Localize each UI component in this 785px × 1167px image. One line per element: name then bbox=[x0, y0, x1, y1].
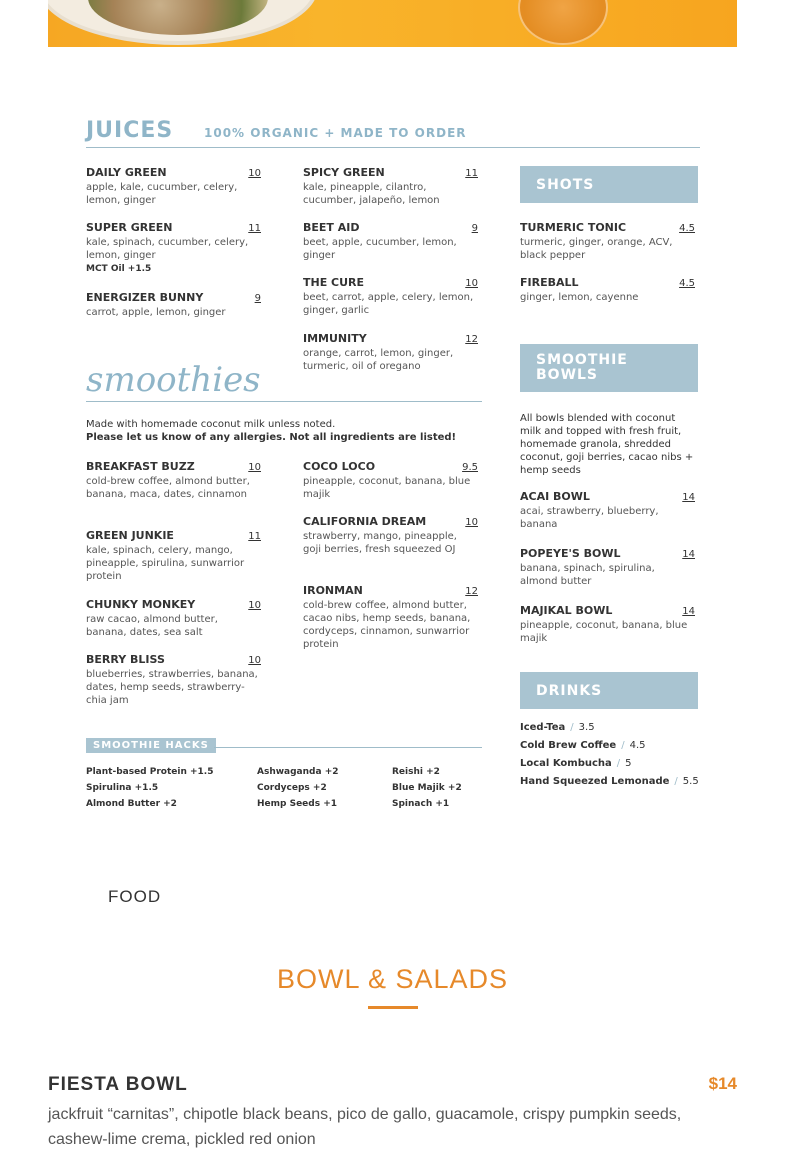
item-name: SPICY GREEN bbox=[303, 166, 385, 179]
drink-name: Hand Squeezed Lemonade bbox=[520, 776, 670, 787]
hack-item: Ashwaganda +2 bbox=[257, 767, 339, 777]
item-price: 14 bbox=[682, 492, 695, 503]
menu-item bbox=[303, 276, 478, 317]
section-underline bbox=[368, 1006, 418, 1009]
item-desc: kale, spinach, celery, mango, pineapple, spirulina, sunwarrior protein bbox=[86, 545, 245, 582]
item-name: SUPER GREEN bbox=[86, 221, 173, 234]
divider bbox=[86, 401, 482, 402]
item-name: CALIFORNIA DREAM bbox=[303, 515, 427, 528]
menu-item bbox=[86, 653, 261, 707]
dish-description: jackfruit “carnitas”, chipotle black beans, pico de gallo, guacamole, crispy pumpkin seeds, cashew-lime crema, pickled red onion bbox=[48, 1106, 682, 1148]
item-price: 10 bbox=[248, 462, 261, 473]
menu-item bbox=[86, 221, 261, 274]
smoothies-title: smoothies bbox=[86, 360, 261, 400]
item-price: 9 bbox=[471, 223, 478, 234]
item-price: 10 bbox=[248, 168, 261, 179]
item-price: 10 bbox=[465, 278, 478, 289]
shots-header: SHOTS bbox=[520, 166, 698, 203]
item-name: DAILY GREEN bbox=[86, 166, 167, 179]
hack-item: Spirulina +1.5 bbox=[86, 783, 159, 793]
item-price: 4.5 bbox=[679, 223, 695, 234]
hacks-column-1 bbox=[86, 764, 214, 812]
divider bbox=[214, 747, 482, 748]
item-name: TURMERIC TONIC bbox=[520, 221, 627, 234]
item-name: CHUNKY MONKEY bbox=[86, 598, 196, 611]
item-name: COCO LOCO bbox=[303, 460, 376, 473]
juices-subtitle: 100% ORGANIC + MADE TO ORDER bbox=[204, 126, 467, 140]
item-desc: raw cacao, almond butter, banana, dates, sea salt bbox=[86, 614, 218, 638]
item-desc: beet, carrot, apple, celery, lemon, ginger, garlic bbox=[303, 292, 474, 316]
drink-item: Iced-Tea / 3.5 bbox=[520, 722, 595, 733]
bowls-note: All bowls blended with coconut milk and topped with fresh fruit, homemade granola, shredded coconut, goji berries, cacao nibs + hemp seeds bbox=[520, 413, 694, 476]
item-desc: pineapple, coconut, banana, blue majik bbox=[520, 620, 688, 644]
item-name: IMMUNITY bbox=[303, 332, 367, 345]
item-desc: cold-brew coffee, almond butter, banana, maca, dates, cinnamon bbox=[86, 476, 250, 500]
dish-name: FIESTA BOWL bbox=[48, 1074, 188, 1095]
item-desc: strawberry, mango, pineapple, goji berries, fresh squeezed OJ bbox=[303, 531, 457, 555]
hack-item: Almond Butter +2 bbox=[86, 799, 177, 809]
menu-item bbox=[303, 166, 478, 207]
drinks-header: DRINKS bbox=[520, 672, 698, 709]
menu-item bbox=[303, 515, 478, 556]
menu-item bbox=[86, 598, 261, 639]
item-desc: carrot, apple, lemon, ginger bbox=[86, 307, 226, 318]
menu-item bbox=[86, 460, 261, 501]
item-desc: kale, spinach, cucumber, celery, lemon, ginger bbox=[86, 237, 249, 261]
smoothie-bowls-header bbox=[520, 344, 698, 392]
item-name: BEET AID bbox=[303, 221, 360, 234]
item-desc: banana, spinach, spirulina, almond butter bbox=[520, 563, 655, 587]
menu-item bbox=[86, 291, 261, 319]
item-price: 12 bbox=[465, 334, 478, 345]
item-price: 9 bbox=[254, 293, 261, 304]
item-desc: turmeric, ginger, orange, ACV, black pepper bbox=[520, 237, 673, 261]
menu-item bbox=[303, 332, 478, 373]
item-desc: orange, carrot, lemon, ginger, turmeric, oil of oregano bbox=[303, 348, 454, 372]
smoothies-note bbox=[86, 418, 456, 444]
hero-food-image bbox=[48, 0, 737, 47]
menu-item bbox=[86, 529, 261, 583]
item-price: 14 bbox=[682, 549, 695, 560]
item-name: FIREBALL bbox=[520, 276, 579, 289]
hack-item: Blue Majik +2 bbox=[392, 783, 462, 793]
menu-item bbox=[303, 584, 478, 651]
drinks-menu-image bbox=[86, 110, 702, 830]
menu-item bbox=[520, 604, 695, 645]
item-price: 9.5 bbox=[462, 462, 478, 473]
drink-name: Iced-Tea bbox=[520, 722, 566, 733]
menu-item bbox=[520, 276, 695, 304]
dish-price: $14 bbox=[708, 1074, 737, 1093]
drink-price: 5 bbox=[625, 758, 632, 769]
item-desc: beet, apple, cucumber, lemon, ginger bbox=[303, 237, 457, 261]
menu-item bbox=[86, 166, 261, 207]
item-price: 14 bbox=[682, 606, 695, 617]
item-desc: ginger, lemon, cayenne bbox=[520, 292, 639, 303]
item-desc: blueberries, strawberries, banana, dates, hemp seeds, strawberry-chia jam bbox=[86, 669, 258, 706]
drink-item: Local Kombucha / 5 bbox=[520, 758, 632, 769]
item-price: 11 bbox=[465, 168, 478, 179]
menu-item bbox=[520, 221, 695, 262]
item-price: 4.5 bbox=[679, 278, 695, 289]
hacks-column-3 bbox=[392, 764, 462, 812]
item-extra: MCT Oil +1.5 bbox=[86, 264, 152, 274]
item-desc: cold-brew coffee, almond butter, cacao nibs, hemp seeds, banana, cordyceps, cinnamon, sunwarrior protein bbox=[303, 600, 471, 650]
glass-shape bbox=[518, 0, 608, 45]
drink-name: Cold Brew Coffee bbox=[520, 740, 617, 751]
menu-item bbox=[303, 221, 478, 262]
item-price: 12 bbox=[465, 586, 478, 597]
item-desc: kale, pineapple, cilantro, cucumber, jalapeño, lemon bbox=[303, 182, 440, 206]
food-tab-label[interactable]: FOOD bbox=[108, 887, 162, 906]
item-name: GREEN JUNKIE bbox=[86, 529, 174, 542]
smoothie-hacks-tag: SMOOTHIE HACKS bbox=[86, 738, 216, 753]
juices-title: JUICES bbox=[86, 118, 174, 143]
menu-item bbox=[520, 547, 695, 588]
hacks-column-2 bbox=[257, 764, 339, 812]
item-price: 11 bbox=[248, 223, 261, 234]
bowls-title-line1: SMOOTHIE bbox=[536, 352, 628, 368]
item-name: POPEYE'S BOWL bbox=[520, 547, 621, 560]
item-name: IRONMAN bbox=[303, 584, 363, 597]
item-price: 10 bbox=[248, 655, 261, 666]
item-price: 11 bbox=[248, 531, 261, 542]
drink-item: Hand Squeezed Lemonade / 5.5 bbox=[520, 776, 699, 787]
item-name: BERRY BLISS bbox=[86, 653, 165, 666]
item-desc: apple, kale, cucumber, celery, lemon, ginger bbox=[86, 182, 238, 206]
item-price: 10 bbox=[465, 517, 478, 528]
item-name: ENERGIZER BUNNY bbox=[86, 291, 204, 304]
drink-name: Local Kombucha bbox=[520, 758, 612, 769]
drink-price: 3.5 bbox=[578, 722, 595, 733]
hack-item: Reishi +2 bbox=[392, 767, 440, 777]
item-price: 10 bbox=[248, 600, 261, 611]
item-name: THE CURE bbox=[303, 276, 365, 289]
item-name: MAJIKAL BOWL bbox=[520, 604, 613, 617]
hack-item: Hemp Seeds +1 bbox=[257, 799, 338, 809]
smoothies-note-line1: Made with homemade coconut milk unless noted. bbox=[86, 419, 336, 430]
smoothies-note-line2: Please let us know of any allergies. Not all ingredients are listed! bbox=[86, 432, 457, 443]
hack-item: Plant-based Protein +1.5 bbox=[86, 767, 214, 777]
item-name: ACAI BOWL bbox=[520, 490, 590, 503]
item-desc: acai, strawberry, blueberry, banana bbox=[520, 506, 659, 530]
section-title: BOWL & SALADS bbox=[276, 964, 509, 994]
item-name: BREAKFAST BUZZ bbox=[86, 460, 195, 473]
juices-header bbox=[86, 118, 700, 148]
drink-item: Cold Brew Coffee / 4.5 bbox=[520, 740, 646, 751]
drink-price: 4.5 bbox=[629, 740, 646, 751]
bowls-title-line2: BOWLS bbox=[536, 367, 599, 383]
menu-item bbox=[520, 490, 695, 531]
hack-item: Cordyceps +2 bbox=[257, 783, 327, 793]
menu-item bbox=[303, 460, 478, 501]
drink-price: 5.5 bbox=[682, 776, 699, 787]
item-desc: pineapple, coconut, banana, blue majik bbox=[303, 476, 471, 500]
hack-item: Spinach +1 bbox=[392, 799, 450, 809]
